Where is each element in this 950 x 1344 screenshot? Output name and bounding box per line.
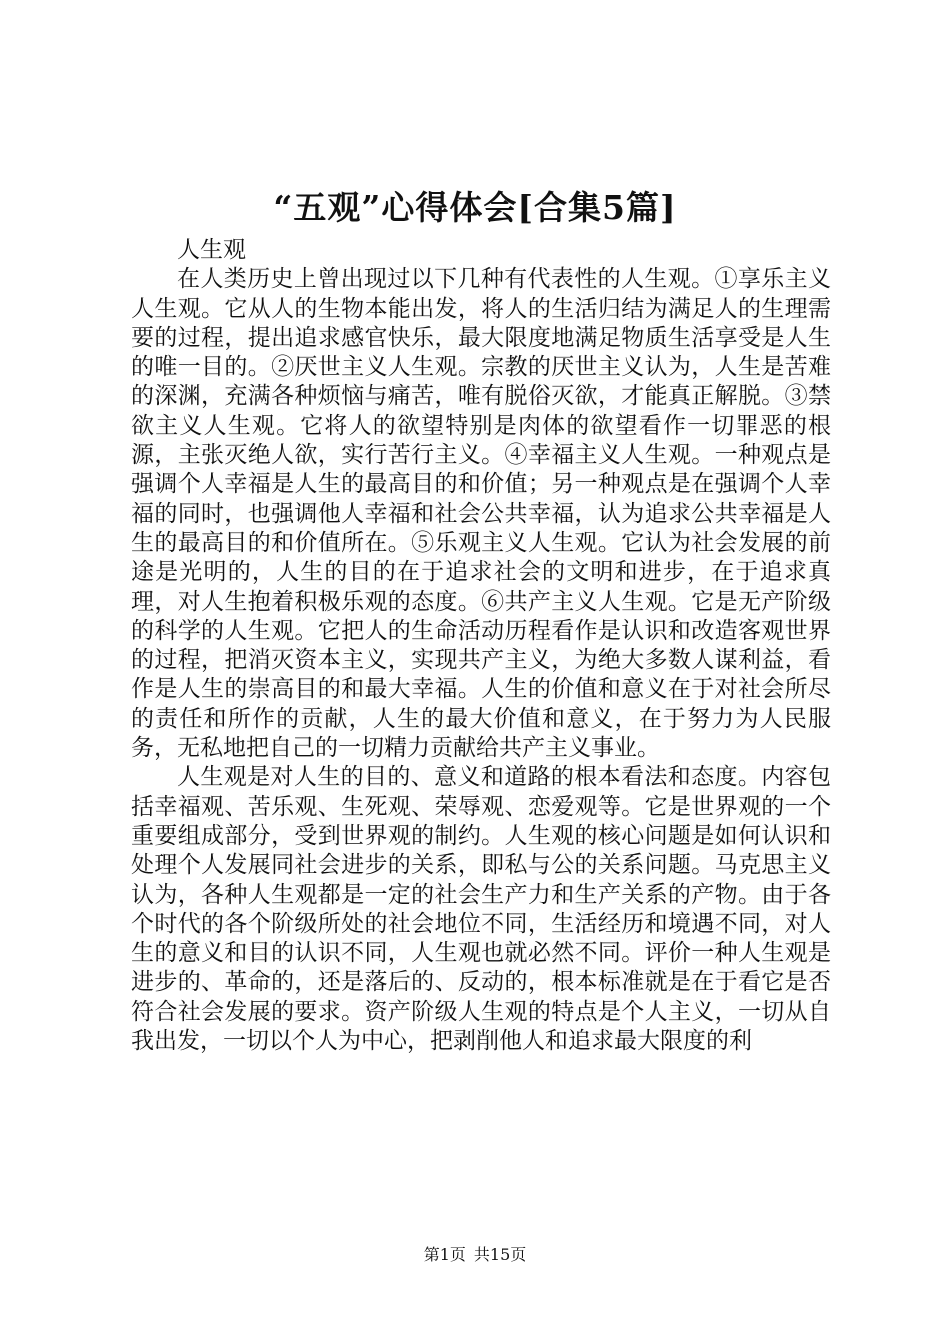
document-title: “五观”心得体会[合集5篇] [273, 188, 677, 227]
page-footer [0, 1244, 950, 1266]
page-number: 第1页 [423, 1245, 466, 1264]
paragraph: 在人类历史上曾出现过以下几种有代表性的人生观。①享乐主义人生观。它从人的生物本能出发，将人的生活归结为满足人的生理需要的过程，提出追求感官快乐，最大限度地满足物质生活享受是人生的唯一目的。②厌世主义人生观。宗教的厌世主义认为，人生是苦难的深渊，充满各种烦恼与痛苦，唯有脱俗灭欲，才能真正解脱。③禁欲主义人生观。它将人的欲望特别是肉体的欲望看作一切罪恶的根源，主张灭绝人欲，实行苦行主义。④幸福主义人生观。一种观点是强调个人幸福是人生的最高目的和价值；另一种观点是在强调个人幸福的同时，也强调他人幸福和社会公共幸福，认为追求公共幸福是人生的最高目的和价值所在。⑤乐观主义人生观。它认为社会发展的前途是光明的，人生的目的在于追求社会的文明和进步，在于追求真理，对人生抱着积极乐观的态度。⑥共产主义人生观。它是无产阶级的科学的人生观。它把人的生命活动历程看作是认识和改造客观世界的过程，把消灭资本主义，实现共产主义，为绝大多数人谋利益，看作是人生的崇高目的和最大幸福。人生的价值和意义在于对社会所尽的责任和所作的贡献，人生的最大价值和意义，在于努力为人民服务，无私地把自己的一切精力贡献给共产主义事业。 [131, 266, 831, 762]
page-total: 共15页 [473, 1245, 527, 1264]
paragraph: 人生观是对人生的目的、意义和道路的根本看法和态度。内容包括幸福观、苦乐观、生死观、荣辱观、恋爱观等。它是世界观的一个重要组成部分，受到世界观的制约。人生观的核心问题是如何认识和处理个人发展同社会进步的关系，即私与公的关系问题。马克思主义认为，各种人生观都是一定的社会生产力和生产关系的产物。由于各个时代的各个阶级所处的社会地位不同，生活经历和境遇不同，对人生的意义和目的认识不同，人生观也就必然不同。评价一种人生观是进步的、革命的，还是落后的、反动的，根本标准就是在于看它是否符合社会发展的要求。资产阶级人生观的特点是个人主义，一切从自我出发，一切以个人为中心，把剥削他人和追求最大限度的利 [131, 764, 831, 1055]
document-body [131, 236, 831, 1056]
section-heading: 人生观 [177, 237, 246, 263]
